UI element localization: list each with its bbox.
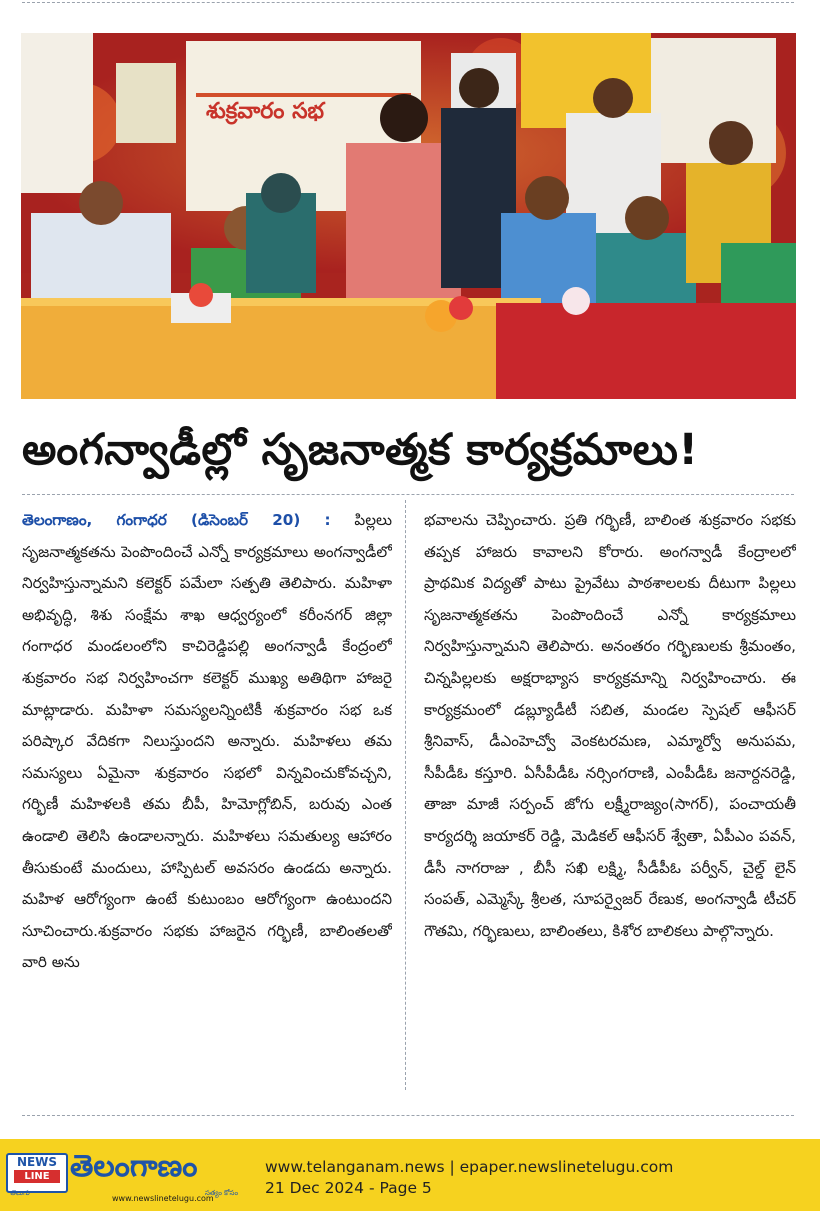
footer-info — [265, 1157, 673, 1199]
headline-divider — [22, 494, 794, 495]
footer-bar — [0, 1139, 820, 1211]
headline: అంగన్వాడీల్లో సృజనాత్మక కార్యక్రమాలు! — [22, 425, 699, 475]
footer-sites[interactable]: www.telanganam.news | epaper.newslinetelugu.com — [265, 1158, 674, 1176]
event-photo — [21, 33, 796, 399]
dateline: తెలంగాణం, గంగాధర (డిసెంబర్ 20) : — [22, 511, 331, 529]
article-text-right: భవాలను చెప్పించారు. ప్రతి గర్భిణీ, బాలింత శుక్రవారం సభకు తప్పక హాజరు కావాలని కోరారు. అంగన్వాడీ కేంద్రాలలో ప్రాథమిక విద్యతో పాటు ప్రైవేటు పాఠశాలలకు దీటుగా పిల్లలు సృజనాత్మకతను పెంపొందించే ఎన్నో కార్యక్రమాలు నిర్వహిస్తున్నామని తెలిపారు. అనంతరం గర్భిణులకు శ్రీమంతం, చిన్నపిల్లలకు అక్షరాభ్యాస కార్యక్రమాన్ని నిర్వహించారు. ఈ కార్యక్రమంలో డబ్ల్యూడీటీ సబిత, మండల స్పెషల్ ఆఫీసర్ శ్రీనివాస్, డీఎంహెచ్వో వెంకటరమణ, ఎమ్మార్వో అనుపమ, సీపీడీఓ కస్తూరి. ఏసీపీడీఓ నర్సింగరాణి, ఎంపీడీఓ జనార్దనరెడ్డి, తాజా మాజీ సర్పంచ్ జోగు లక్ష్మీరాజ్యం(సాగర్), పంచాయతీ కార్యదర్శి జయాకర్ రెడ్డి, మెడికల్ ఆఫీసర్ శ్వేతా, ఏపీఎం పవన్, డీసీ నాగరాజు , బీసీ సఖి లక్ష్మి, సీడీపీఓ పర్వీన్, చైల్డ్ లైన్ సంపత్, ఎమ్మెస్కే శ్రీలత, సూపర్వైజర్ రేణుక, అంగన్వాడీ టీచర్ గౌతమి, గర్భిణులు, బాలింతలు, కిశోర బాలికలు పాల్గొన్నారు. — [424, 511, 796, 940]
article-column-right — [424, 505, 796, 1095]
article-column-left — [22, 505, 392, 1095]
footer-date-page: 21 Dec 2024 - Page 5 — [265, 1179, 432, 1197]
bottom-divider — [22, 1115, 794, 1116]
brand-sub: తెలుగు — [10, 1189, 30, 1197]
newsline-logo — [6, 1153, 68, 1193]
brand-tagline: సత్యం కోసం — [205, 1189, 239, 1197]
brand-website: www.newslinetelugu.com — [112, 1194, 214, 1203]
top-divider — [22, 2, 794, 3]
article-text-left: పిల్లలు సృజనాత్మకతను పెంపొందించే ఎన్నో కార్యక్రమాలు అంగన్వాడీలో నిర్వహిస్తున్నామని కలెక్టర్ పమేలా సత్పతి తెలిపారు. మహిళా అభివృద్ధి, శిశు సంక్షేమ శాఖ ఆధ్వర్యంలో కరీంనగర్ జిల్లా గంగాధర మండలంలోని కాచిరెడ్డిపల్లి అంగన్వాడీ కేంద్రంలో శుక్రవారం సభ నిర్వహించగా కలెక్టర్ ముఖ్య అతిథిగా హాజరై మాట్లాడారు. మహిళా సమస్యలన్నింటికీ శుక్రవారం సభ ఒక పరిష్కార వేదికగా నిలుస్తుందని అన్నారు. మహిళలు తమ సమస్యలు ఏమైనా శుక్రవారం సభలో విన్నవించుకోవచ్చని, గర్భిణీ మహిళలకి తమ బీపీ, హిమోగ్లోబిన్, బరువు ఎంత ఉండాలి తెలిసి ఉండాలన్నారు. మహిళలు సమతుల్య ఆహారం తీసుకుంటే మందులు, హాస్పిటల్ అవసరం ఉండదు అన్నారు. మహిళ ఆరోగ్యంగా ఉంటే కుటుంబం ఆరోగ్యంగా ఉంటుందని సూచించారు.శుక్రవారం సభకు హాజరైన గర్భిణీ, బాలింతలతో వారి అను — [22, 511, 392, 972]
banner-text: శుక్రవారం సభ — [206, 99, 325, 124]
logo-bottom-text: LINE — [14, 1170, 60, 1183]
logo-top-text: NEWS — [16, 1155, 58, 1169]
column-divider — [405, 500, 406, 1090]
brand-name: తెలంగాణం — [70, 1149, 198, 1184]
